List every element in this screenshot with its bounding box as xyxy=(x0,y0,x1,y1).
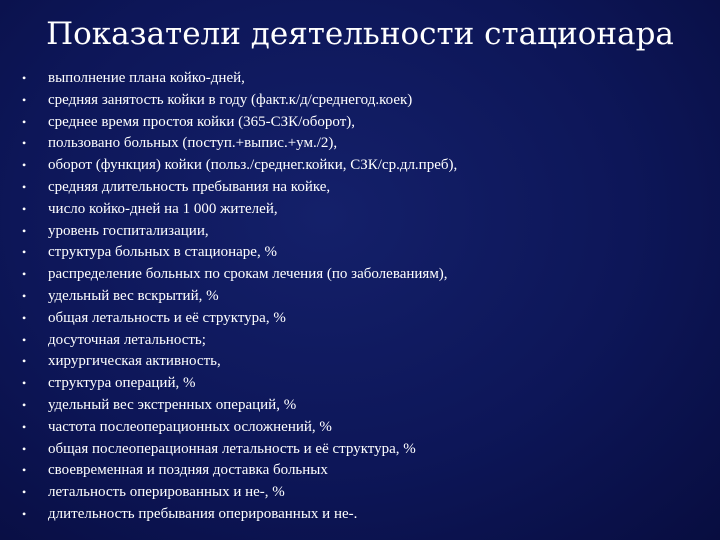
list-item xyxy=(22,112,702,134)
bullet-point-icon: • xyxy=(22,354,27,369)
bullet-point-icon: • xyxy=(22,332,27,347)
bullet-point-icon: • xyxy=(22,376,27,391)
list-item xyxy=(22,460,702,482)
bullet-list xyxy=(22,68,702,526)
list-item xyxy=(22,417,702,439)
list-item-text: своевременная и поздняя доставка больных xyxy=(48,462,328,479)
list-item xyxy=(22,155,702,177)
bullet-point-icon: • xyxy=(22,71,27,85)
list-item-text: досуточная летальность; xyxy=(48,331,206,348)
list-item-text: летальность оперированных и не-, % xyxy=(48,484,285,501)
list-item-text: уровень госпитализации, xyxy=(48,222,209,239)
list-item-text: структура больных в стационаре, % xyxy=(48,244,277,261)
slide-title: Показатели деятельности стационара xyxy=(46,16,674,52)
list-item-text: распределение больных по срокам лечения (по заболеваниям), xyxy=(48,266,448,283)
list-item xyxy=(22,199,702,221)
list-item-text: выполнение плана койко-дней, xyxy=(48,70,245,86)
bullet-point-icon: • xyxy=(22,245,27,260)
bullet-point-icon: • xyxy=(22,92,27,107)
bullet-point-icon: • xyxy=(22,179,27,194)
list-item xyxy=(22,482,702,504)
list-item-text: удельный вес вскрытий, % xyxy=(48,287,219,304)
bullet-point-icon: • xyxy=(22,267,27,282)
list-item xyxy=(22,286,702,308)
list-item-text: средняя длительность пребывания на койке, xyxy=(48,178,331,195)
list-item-text: число койко-дней на 1 000 жителей, xyxy=(48,200,278,217)
bullet-point-icon: • xyxy=(22,223,27,238)
bullet-point-icon: • xyxy=(22,441,27,456)
list-item xyxy=(22,242,702,264)
list-item xyxy=(22,330,702,352)
bullet-point-icon: • xyxy=(22,397,27,412)
list-item-text: длительность пребывания оперированных и не-. xyxy=(48,505,358,522)
list-item xyxy=(22,221,702,243)
list-item-text: оборот (функция) койки (польз./среднег.койки, СЗК/ср.дл.преб), xyxy=(48,157,458,174)
list-item-text: хирургическая активность, xyxy=(48,353,221,370)
bullet-point-icon: • xyxy=(22,310,27,325)
list-item-text: общая летальность и её структура, % xyxy=(48,309,286,326)
list-item xyxy=(22,395,702,417)
bullet-point-icon: • xyxy=(22,419,27,434)
bullet-point-icon: • xyxy=(22,288,27,303)
list-item xyxy=(22,177,702,199)
bullet-point-icon: • xyxy=(22,136,27,151)
list-item xyxy=(22,504,702,526)
bullet-point-icon: • xyxy=(22,506,27,521)
list-item xyxy=(22,90,702,112)
list-item-text: средняя занятость койки в году (факт.к/д/среднегод.коек) xyxy=(48,91,413,108)
list-item xyxy=(22,373,702,395)
list-item xyxy=(22,133,702,155)
list-item-text: удельный вес экстренных операций, % xyxy=(48,396,297,413)
bullet-point-icon: • xyxy=(22,485,27,500)
list-item-text: структура операций, % xyxy=(48,375,196,392)
list-item xyxy=(22,439,702,461)
list-item xyxy=(22,264,702,286)
list-item-text: частота послеоперационных осложнений, % xyxy=(48,418,332,435)
bullet-point-icon: • xyxy=(22,158,27,173)
bullet-point-icon: • xyxy=(22,114,27,129)
list-item-text: пользовано больных (поступ.+выпис.+ум./2), xyxy=(48,135,338,152)
list-item xyxy=(22,68,702,90)
list-item xyxy=(22,308,702,330)
bullet-point-icon: • xyxy=(22,463,27,478)
list-item xyxy=(22,351,702,373)
bullet-point-icon: • xyxy=(22,201,27,216)
list-item-text: общая послеоперационная летальность и её структура, % xyxy=(48,440,416,457)
list-item-text: среднее время простоя койки (365-СЗК/оборот), xyxy=(48,113,356,130)
